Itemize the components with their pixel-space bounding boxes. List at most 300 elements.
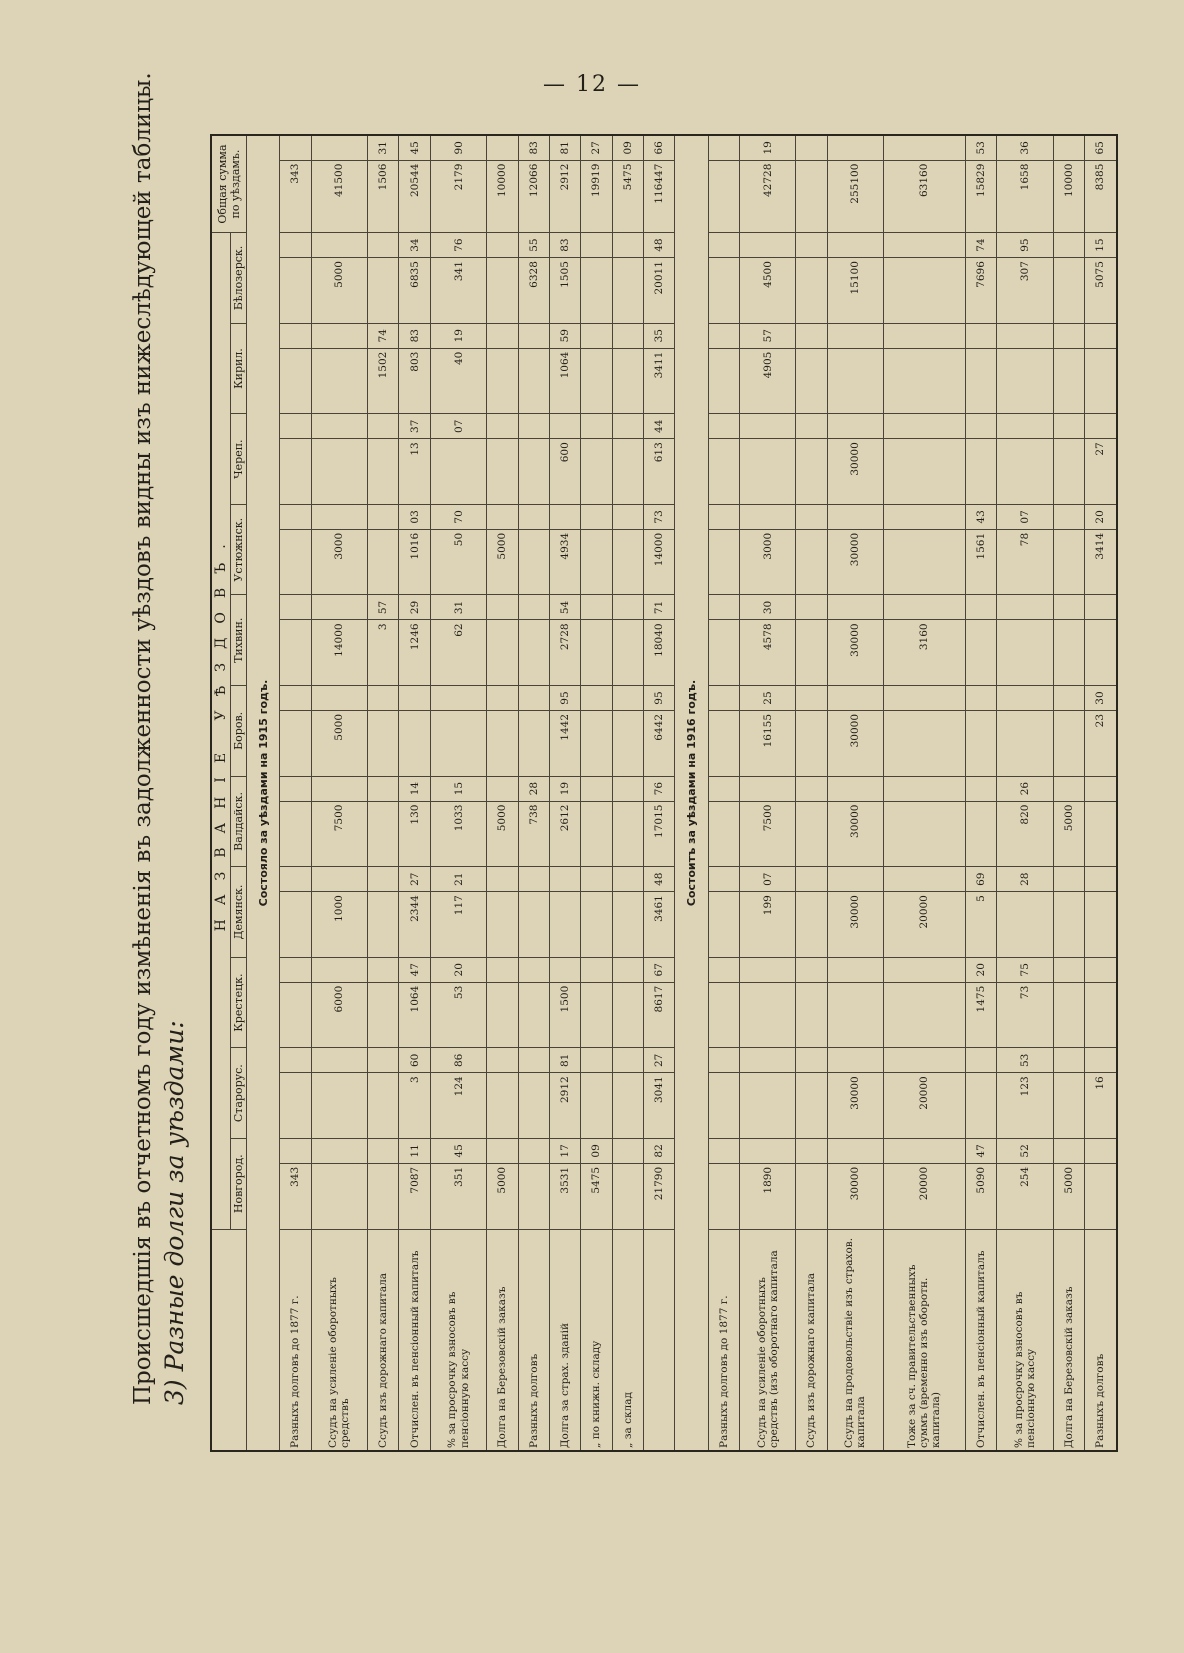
amount-roubles: 1502 bbox=[368, 348, 399, 414]
amount-kopecks bbox=[518, 323, 549, 348]
amount-kopecks bbox=[368, 686, 399, 711]
section-row bbox=[247, 135, 280, 1451]
amount-roubles: 30000 bbox=[827, 620, 883, 686]
amount-kopecks bbox=[612, 504, 643, 529]
amount-kopecks: 21 bbox=[430, 867, 486, 892]
amount-roubles: 307 bbox=[997, 258, 1053, 324]
row-label: „ по книжн. складу bbox=[581, 1229, 612, 1451]
amount-kopecks bbox=[739, 1138, 795, 1163]
amount-kopecks bbox=[1084, 1138, 1117, 1163]
amount-kopecks bbox=[368, 504, 399, 529]
amount-roubles bbox=[1053, 439, 1084, 505]
district-header: Демянск. bbox=[231, 867, 247, 958]
amount-kopecks bbox=[280, 233, 311, 258]
amount-roubles bbox=[1053, 258, 1084, 324]
amount-kopecks bbox=[581, 595, 612, 620]
amount-kopecks bbox=[739, 1048, 795, 1073]
amount-kopecks bbox=[827, 1138, 883, 1163]
district-header: Валдайск. bbox=[231, 776, 247, 867]
amount-kopecks: 83 bbox=[549, 233, 580, 258]
amount-roubles: 4578 bbox=[739, 620, 795, 686]
amount-roubles bbox=[399, 710, 430, 776]
amount-kopecks: 59 bbox=[549, 323, 580, 348]
amount-roubles: 1505 bbox=[549, 258, 580, 324]
amount-roubles: 6442 bbox=[643, 710, 674, 776]
amount-kopecks: 07 bbox=[997, 504, 1053, 529]
amount-roubles bbox=[518, 892, 549, 958]
row-label: % за просрочку взносовъ въ пенсіонную кассу bbox=[430, 1229, 486, 1451]
amount-roubles: 19919 bbox=[581, 160, 612, 232]
amount-roubles bbox=[796, 258, 827, 324]
total-header: Общая сумма по уѣздамъ. bbox=[211, 135, 247, 233]
amount-kopecks bbox=[884, 776, 966, 801]
row-label: Ссудъ на продовольствіе изъ страхов. капитала bbox=[827, 1229, 883, 1451]
amount-kopecks bbox=[739, 233, 795, 258]
row-label: Разныхъ долговъ до 1877 г. bbox=[708, 1229, 739, 1451]
amount-roubles: 130 bbox=[399, 801, 430, 867]
amount-roubles bbox=[280, 801, 311, 867]
amount-roubles bbox=[368, 1073, 399, 1139]
amount-kopecks: 34 bbox=[399, 233, 430, 258]
amount-kopecks: 20 bbox=[965, 957, 996, 982]
page-number: — 12 — bbox=[543, 72, 641, 97]
amount-kopecks bbox=[487, 957, 518, 982]
table-row bbox=[581, 135, 612, 1451]
amount-roubles bbox=[612, 892, 643, 958]
amount-roubles bbox=[708, 160, 739, 232]
amount-kopecks bbox=[612, 776, 643, 801]
amount-roubles bbox=[280, 348, 311, 414]
amount-kopecks bbox=[827, 595, 883, 620]
district-header: Новгород. bbox=[231, 1138, 247, 1229]
amount-kopecks bbox=[399, 686, 430, 711]
amount-kopecks: 19 bbox=[430, 323, 486, 348]
amount-kopecks: 81 bbox=[549, 135, 580, 160]
amount-kopecks: 28 bbox=[518, 776, 549, 801]
amount-roubles bbox=[965, 348, 996, 414]
amount-roubles: 1500 bbox=[549, 982, 580, 1048]
total-row bbox=[643, 135, 674, 1451]
amount-kopecks bbox=[581, 323, 612, 348]
district-header: Кирил. bbox=[231, 323, 247, 414]
amount-kopecks bbox=[311, 1048, 367, 1073]
amount-kopecks bbox=[884, 1048, 966, 1073]
amount-kopecks bbox=[280, 323, 311, 348]
table-row bbox=[487, 135, 518, 1451]
amount-roubles bbox=[518, 1073, 549, 1139]
amount-kopecks bbox=[487, 233, 518, 258]
amount-roubles bbox=[311, 1163, 367, 1229]
amount-kopecks bbox=[997, 323, 1053, 348]
amount-roubles: 3000 bbox=[311, 529, 367, 595]
amount-kopecks bbox=[1084, 776, 1117, 801]
amount-kopecks bbox=[1084, 957, 1117, 982]
amount-roubles: 40 bbox=[430, 348, 486, 414]
amount-kopecks bbox=[612, 595, 643, 620]
amount-kopecks bbox=[796, 504, 827, 529]
amount-roubles: 5000 bbox=[311, 710, 367, 776]
amount-roubles: 21790 bbox=[643, 1163, 674, 1229]
amount-kopecks bbox=[280, 1048, 311, 1073]
amount-roubles bbox=[884, 801, 966, 867]
amount-kopecks bbox=[487, 595, 518, 620]
amount-roubles bbox=[796, 620, 827, 686]
amount-kopecks bbox=[368, 1048, 399, 1073]
amount-roubles: 42728 bbox=[739, 160, 795, 232]
amount-roubles: 6000 bbox=[311, 982, 367, 1048]
amount-roubles bbox=[884, 439, 966, 505]
amount-kopecks bbox=[708, 1138, 739, 1163]
amount-roubles bbox=[581, 620, 612, 686]
amount-roubles bbox=[487, 620, 518, 686]
amount-kopecks bbox=[965, 776, 996, 801]
table-row bbox=[430, 135, 486, 1451]
amount-roubles bbox=[311, 439, 367, 505]
amount-kopecks bbox=[280, 135, 311, 160]
amount-roubles bbox=[368, 892, 399, 958]
amount-roubles bbox=[612, 710, 643, 776]
amount-roubles bbox=[1053, 710, 1084, 776]
table-row bbox=[1053, 135, 1084, 1451]
amount-kopecks bbox=[708, 957, 739, 982]
amount-roubles bbox=[368, 258, 399, 324]
amount-kopecks: 11 bbox=[399, 1138, 430, 1163]
amount-roubles: 3461 bbox=[643, 892, 674, 958]
amount-kopecks: 14 bbox=[399, 776, 430, 801]
district-group-header: НАЗВАНІЕ УѢЗДОВЪ. bbox=[211, 233, 231, 1229]
amount-roubles: 351 bbox=[430, 1163, 486, 1229]
amount-kopecks bbox=[311, 414, 367, 439]
amount-kopecks bbox=[581, 504, 612, 529]
amount-roubles bbox=[430, 439, 486, 505]
amount-roubles bbox=[581, 348, 612, 414]
amount-roubles: 30000 bbox=[827, 439, 883, 505]
amount-roubles bbox=[581, 1073, 612, 1139]
amount-roubles: 1000 bbox=[311, 892, 367, 958]
amount-roubles: 123 bbox=[997, 1073, 1053, 1139]
row-label: Ссудъ на усиленіе оборотныхъ средствъ bbox=[311, 1229, 367, 1451]
amount-roubles bbox=[518, 620, 549, 686]
section-heading: Состоитъ за уѣздами на 1916 годъ. bbox=[675, 135, 708, 1451]
amount-roubles: 73 bbox=[997, 982, 1053, 1048]
amount-kopecks bbox=[581, 776, 612, 801]
amount-kopecks bbox=[827, 776, 883, 801]
amount-kopecks bbox=[549, 504, 580, 529]
amount-roubles: 15100 bbox=[827, 258, 883, 324]
amount-kopecks: 65 bbox=[1084, 135, 1117, 160]
amount-roubles bbox=[581, 892, 612, 958]
row-label: Ссудъ изъ дорожнаго капитала bbox=[368, 1229, 399, 1451]
amount-kopecks bbox=[487, 323, 518, 348]
amount-kopecks bbox=[739, 957, 795, 982]
amount-kopecks: 44 bbox=[643, 414, 674, 439]
amount-kopecks bbox=[796, 323, 827, 348]
amount-kopecks bbox=[280, 414, 311, 439]
amount-roubles bbox=[280, 439, 311, 505]
amount-kopecks: 83 bbox=[518, 135, 549, 160]
amount-kopecks bbox=[965, 686, 996, 711]
amount-roubles: 5000 bbox=[311, 258, 367, 324]
table-row bbox=[311, 135, 367, 1451]
row-label: Долга на Березовскій заказъ bbox=[487, 1229, 518, 1451]
amount-roubles bbox=[368, 982, 399, 1048]
amount-roubles: 13 bbox=[399, 439, 430, 505]
amount-roubles bbox=[708, 801, 739, 867]
amount-roubles: 600 bbox=[549, 439, 580, 505]
amount-kopecks: 20 bbox=[430, 957, 486, 982]
amount-roubles bbox=[1084, 620, 1117, 686]
amount-kopecks bbox=[549, 414, 580, 439]
amount-roubles: 2612 bbox=[549, 801, 580, 867]
row-label: Разныхъ долговъ bbox=[1084, 1229, 1117, 1451]
row-label: Разныхъ долговъ до 1877 г. bbox=[280, 1229, 311, 1451]
amount-roubles: 20000 bbox=[884, 892, 966, 958]
amount-roubles: 17015 bbox=[643, 801, 674, 867]
amount-roubles bbox=[311, 1073, 367, 1139]
table-body bbox=[247, 135, 1118, 1451]
amount-roubles: 255100 bbox=[827, 160, 883, 232]
amount-roubles bbox=[581, 529, 612, 595]
amount-roubles: 15829 bbox=[965, 160, 996, 232]
amount-roubles bbox=[796, 160, 827, 232]
amount-roubles: 14000 bbox=[311, 620, 367, 686]
amount-roubles: 3 bbox=[399, 1073, 430, 1139]
amount-roubles: 5090 bbox=[965, 1163, 996, 1229]
row-label: Ссудъ на усиленіе оборотныхъ средствъ (изъ оборотнаго капитала bbox=[739, 1229, 795, 1451]
amount-kopecks bbox=[581, 686, 612, 711]
amount-kopecks bbox=[581, 957, 612, 982]
amount-roubles: 3160 bbox=[884, 620, 966, 686]
row-label bbox=[643, 1229, 674, 1451]
amount-kopecks: 57 bbox=[368, 595, 399, 620]
amount-roubles: 1442 bbox=[549, 710, 580, 776]
amount-roubles bbox=[1084, 801, 1117, 867]
amount-roubles bbox=[280, 258, 311, 324]
amount-roubles: 41500 bbox=[311, 160, 367, 232]
amount-roubles bbox=[827, 348, 883, 414]
amount-roubles: 7087 bbox=[399, 1163, 430, 1229]
amount-kopecks bbox=[612, 1138, 643, 1163]
amount-roubles bbox=[518, 1163, 549, 1229]
amount-kopecks bbox=[612, 1048, 643, 1073]
amount-roubles bbox=[1084, 1163, 1117, 1229]
section-row bbox=[675, 135, 708, 1451]
amount-kopecks bbox=[612, 686, 643, 711]
amount-kopecks bbox=[796, 1138, 827, 1163]
amount-kopecks bbox=[612, 233, 643, 258]
amount-kopecks bbox=[1084, 595, 1117, 620]
amount-roubles bbox=[739, 439, 795, 505]
amount-kopecks bbox=[1053, 414, 1084, 439]
table-row bbox=[796, 135, 827, 1451]
amount-roubles: 16 bbox=[1084, 1073, 1117, 1139]
amount-roubles: 3000 bbox=[739, 529, 795, 595]
amount-roubles: 2179 bbox=[430, 160, 486, 232]
amount-roubles bbox=[708, 710, 739, 776]
amount-kopecks bbox=[581, 233, 612, 258]
amount-roubles: 803 bbox=[399, 348, 430, 414]
row-label: % за просрочку взносовъ въ пенсіонную кассу bbox=[997, 1229, 1053, 1451]
amount-roubles bbox=[997, 892, 1053, 958]
amount-kopecks bbox=[884, 504, 966, 529]
amount-kopecks bbox=[796, 957, 827, 982]
amount-kopecks bbox=[280, 686, 311, 711]
amount-roubles bbox=[430, 710, 486, 776]
amount-roubles: 8385 bbox=[1084, 160, 1117, 232]
row-label: Ссудъ изъ дорожнаго капитала bbox=[796, 1229, 827, 1451]
amount-kopecks bbox=[796, 595, 827, 620]
amount-kopecks: 48 bbox=[643, 233, 674, 258]
amount-roubles bbox=[311, 348, 367, 414]
amount-kopecks bbox=[1053, 776, 1084, 801]
amount-roubles bbox=[1053, 620, 1084, 686]
table-row bbox=[739, 135, 795, 1451]
amount-roubles bbox=[965, 439, 996, 505]
amount-roubles: 53 bbox=[430, 982, 486, 1048]
table-row bbox=[1084, 135, 1117, 1451]
amount-roubles: 6835 bbox=[399, 258, 430, 324]
amount-roubles: 3531 bbox=[549, 1163, 580, 1229]
table-row bbox=[997, 135, 1053, 1451]
amount-kopecks bbox=[1053, 1048, 1084, 1073]
amount-roubles: 20011 bbox=[643, 258, 674, 324]
amount-roubles: 1890 bbox=[739, 1163, 795, 1229]
table-row bbox=[827, 135, 883, 1451]
amount-kopecks bbox=[487, 504, 518, 529]
district-header: Устюжнск. bbox=[231, 504, 247, 595]
amount-roubles: 343 bbox=[280, 1163, 311, 1229]
amount-kopecks: 29 bbox=[399, 595, 430, 620]
amount-roubles bbox=[739, 982, 795, 1048]
amount-kopecks bbox=[581, 867, 612, 892]
amount-roubles bbox=[708, 1073, 739, 1139]
amount-kopecks bbox=[1053, 323, 1084, 348]
amount-roubles bbox=[796, 710, 827, 776]
amount-kopecks: 53 bbox=[965, 135, 996, 160]
amount-kopecks bbox=[1053, 867, 1084, 892]
amount-kopecks bbox=[518, 957, 549, 982]
amount-roubles bbox=[965, 801, 996, 867]
amount-roubles bbox=[1053, 892, 1084, 958]
amount-kopecks: 26 bbox=[997, 776, 1053, 801]
amount-roubles bbox=[581, 439, 612, 505]
amount-kopecks: 09 bbox=[581, 1138, 612, 1163]
amount-kopecks bbox=[518, 504, 549, 529]
amount-kopecks: 17 bbox=[549, 1138, 580, 1163]
amount-kopecks bbox=[1053, 504, 1084, 529]
amount-kopecks: 20 bbox=[1084, 504, 1117, 529]
amount-kopecks bbox=[965, 1048, 996, 1073]
amount-roubles: 4905 bbox=[739, 348, 795, 414]
amount-roubles bbox=[280, 1073, 311, 1139]
table-row bbox=[368, 135, 399, 1451]
amount-roubles: 2912 bbox=[549, 160, 580, 232]
amount-roubles bbox=[280, 710, 311, 776]
amount-roubles: 6328 bbox=[518, 258, 549, 324]
amount-roubles bbox=[1053, 348, 1084, 414]
amount-kopecks bbox=[884, 867, 966, 892]
amount-roubles: 116447 bbox=[643, 160, 674, 232]
amount-roubles: 3411 bbox=[643, 348, 674, 414]
amount-kopecks: 15 bbox=[430, 776, 486, 801]
section-title: 3) Разные долги за уѣздами: bbox=[160, 1020, 189, 1405]
amount-roubles: 30000 bbox=[827, 1073, 883, 1139]
amount-kopecks bbox=[311, 776, 367, 801]
amount-kopecks bbox=[430, 686, 486, 711]
amount-kopecks: 35 bbox=[643, 323, 674, 348]
amount-kopecks bbox=[368, 1138, 399, 1163]
amount-kopecks bbox=[796, 776, 827, 801]
amount-roubles bbox=[487, 892, 518, 958]
table-row bbox=[612, 135, 643, 1451]
amount-roubles bbox=[997, 348, 1053, 414]
amount-roubles bbox=[487, 710, 518, 776]
amount-kopecks bbox=[1053, 1138, 1084, 1163]
amount-kopecks: 81 bbox=[549, 1048, 580, 1073]
amount-roubles: 117 bbox=[430, 892, 486, 958]
amount-kopecks: 70 bbox=[430, 504, 486, 529]
amount-roubles: 5000 bbox=[1053, 1163, 1084, 1229]
amount-roubles: 3414 bbox=[1084, 529, 1117, 595]
amount-roubles bbox=[487, 982, 518, 1048]
amount-roubles bbox=[612, 1163, 643, 1229]
amount-kopecks bbox=[827, 686, 883, 711]
amount-kopecks: 71 bbox=[643, 595, 674, 620]
amount-roubles: 18040 bbox=[643, 620, 674, 686]
table-row bbox=[399, 135, 430, 1451]
amount-roubles bbox=[708, 892, 739, 958]
amount-kopecks bbox=[487, 867, 518, 892]
amount-roubles: 14000 bbox=[643, 529, 674, 595]
amount-roubles: 1016 bbox=[399, 529, 430, 595]
amount-kopecks: 76 bbox=[430, 233, 486, 258]
amount-roubles bbox=[796, 892, 827, 958]
amount-roubles bbox=[1053, 529, 1084, 595]
amount-roubles: 27 bbox=[1084, 439, 1117, 505]
amount-kopecks bbox=[1084, 414, 1117, 439]
amount-roubles bbox=[518, 439, 549, 505]
amount-kopecks bbox=[796, 686, 827, 711]
amount-roubles bbox=[884, 710, 966, 776]
amount-roubles: 341 bbox=[430, 258, 486, 324]
amount-kopecks bbox=[368, 233, 399, 258]
amount-kopecks bbox=[549, 867, 580, 892]
amount-roubles bbox=[796, 1163, 827, 1229]
amount-kopecks bbox=[487, 1138, 518, 1163]
amount-kopecks bbox=[311, 867, 367, 892]
amount-roubles: 16155 bbox=[739, 710, 795, 776]
amount-kopecks bbox=[487, 135, 518, 160]
amount-kopecks: 30 bbox=[1084, 686, 1117, 711]
amount-roubles bbox=[884, 982, 966, 1048]
amount-roubles: 820 bbox=[997, 801, 1053, 867]
amount-roubles: 5000 bbox=[487, 1163, 518, 1229]
amount-roubles: 63160 bbox=[884, 160, 966, 232]
amount-roubles: 5000 bbox=[1053, 801, 1084, 867]
amount-roubles: 2912 bbox=[549, 1073, 580, 1139]
amount-kopecks bbox=[311, 595, 367, 620]
table-row bbox=[708, 135, 739, 1451]
amount-kopecks bbox=[708, 323, 739, 348]
amount-roubles: 78 bbox=[997, 529, 1053, 595]
amount-roubles: 62 bbox=[430, 620, 486, 686]
amount-roubles: 10000 bbox=[1053, 160, 1084, 232]
amount-kopecks: 69 bbox=[965, 867, 996, 892]
amount-roubles bbox=[965, 620, 996, 686]
amount-kopecks bbox=[368, 957, 399, 982]
amount-roubles bbox=[796, 982, 827, 1048]
amount-kopecks bbox=[581, 414, 612, 439]
